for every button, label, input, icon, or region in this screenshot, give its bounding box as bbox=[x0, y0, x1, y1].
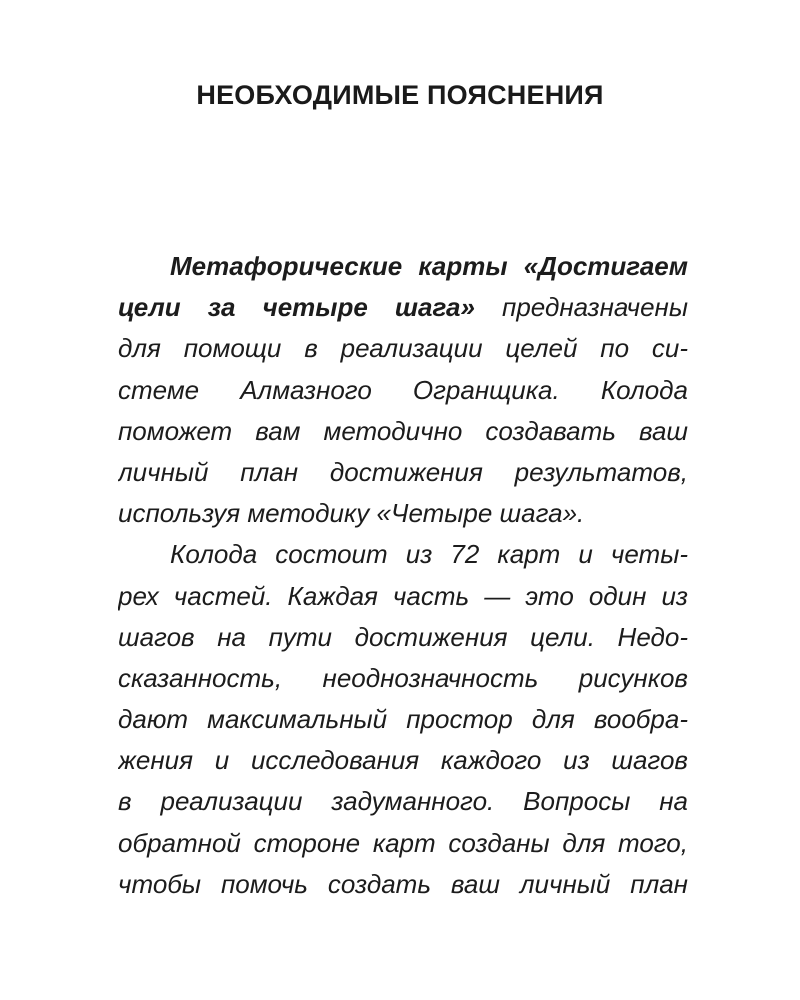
regular-fragment: поможет вам методично создавать ваш bbox=[118, 415, 688, 446]
regular-fragment: Колода состоит из 72 карт и четы- bbox=[170, 539, 688, 570]
text-line bbox=[118, 493, 688, 534]
text-line bbox=[118, 740, 688, 781]
text-line bbox=[118, 246, 688, 287]
text-line bbox=[118, 370, 688, 411]
regular-fragment: для помощи в реализации целей по си- bbox=[118, 333, 688, 364]
regular-fragment: дают максимальный простор для вообра- bbox=[118, 704, 688, 735]
text-line bbox=[118, 287, 688, 328]
text-line bbox=[118, 658, 688, 699]
regular-fragment: предназначены bbox=[474, 292, 688, 323]
regular-fragment: личный план достижения результатов, bbox=[118, 456, 688, 487]
text-line bbox=[118, 534, 688, 575]
text-line bbox=[118, 576, 688, 617]
text-line bbox=[118, 411, 688, 452]
regular-fragment: шагов на пути достижения цели. Недо- bbox=[118, 621, 688, 652]
body-text bbox=[118, 246, 688, 905]
text-line bbox=[118, 823, 688, 864]
text-line bbox=[118, 452, 688, 493]
bold-fragment: Метафорические карты «Достигаем bbox=[170, 251, 688, 281]
text-line bbox=[118, 328, 688, 369]
regular-fragment: жения и исследования каждого из шагов bbox=[118, 745, 688, 776]
page-heading: НЕОБХОДИМЫЕ ПОЯСНЕНИЯ bbox=[196, 80, 604, 110]
regular-fragment: стеме Алмазного Огранщика. Колода bbox=[118, 374, 688, 405]
text-line bbox=[118, 781, 688, 822]
text-line bbox=[118, 699, 688, 740]
regular-fragment: чтобы помочь создать ваш личный план bbox=[118, 868, 688, 899]
regular-fragment: используя методику «Четыре шага». bbox=[118, 498, 585, 529]
regular-fragment: в реализации задуманного. Вопросы на bbox=[118, 786, 688, 817]
regular-fragment: обратной стороне карт созданы для того, bbox=[118, 827, 688, 858]
bold-fragment: цели за четыре шага» bbox=[118, 292, 475, 323]
text-line bbox=[118, 617, 688, 658]
regular-fragment: сказанность, неоднозначность рисунков bbox=[118, 662, 688, 693]
text-line bbox=[118, 864, 688, 905]
regular-fragment: рех частей. Каждая часть — это один из bbox=[118, 580, 688, 611]
